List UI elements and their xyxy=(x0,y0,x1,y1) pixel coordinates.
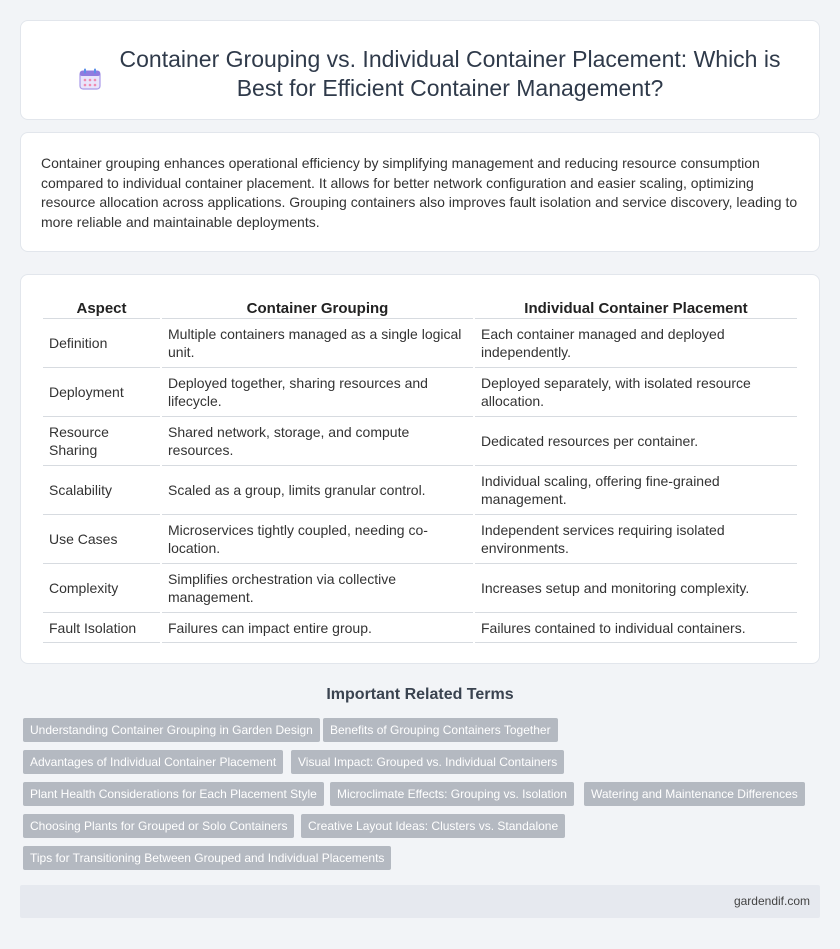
table-cell: Definition xyxy=(43,319,160,368)
calendar-icon xyxy=(79,68,101,90)
related-term-tag[interactable]: Creative Layout Ideas: Clusters vs. Standalone xyxy=(301,814,565,838)
column-header: Container Grouping xyxy=(162,295,473,319)
related-term-tag[interactable]: Benefits of Grouping Containers Together xyxy=(323,718,558,742)
title-card xyxy=(20,20,820,120)
table-cell: Failures contained to individual containers. xyxy=(475,613,797,643)
table-cell: Microservices tightly coupled, needing co-location. xyxy=(162,515,473,564)
table-cell: Complexity xyxy=(43,564,160,613)
table-row xyxy=(43,515,797,564)
footer-site-link[interactable]: gardendif.com xyxy=(733,894,810,908)
page-title: Container Grouping vs. Individual Container Placement: Which is Best for Efficient Container Management? xyxy=(119,46,781,101)
table-cell: Independent services requiring isolated environments. xyxy=(475,515,797,564)
table-cell: Each container managed and deployed independently. xyxy=(475,319,797,368)
table-row xyxy=(43,564,797,613)
intro-card xyxy=(20,132,820,252)
related-term-tag[interactable]: Visual Impact: Grouped vs. Individual Containers xyxy=(291,750,564,774)
related-term-tag[interactable]: Plant Health Considerations for Each Placement Style xyxy=(23,782,324,806)
table-cell: Simplifies orchestration via collective management. xyxy=(162,564,473,613)
table-row xyxy=(43,613,797,643)
related-term-tag[interactable]: Advantages of Individual Container Placement xyxy=(23,750,283,774)
table-row xyxy=(43,368,797,417)
table-header-row xyxy=(43,295,797,319)
footer-bar xyxy=(20,885,820,918)
related-term-tag[interactable]: Choosing Plants for Grouped or Solo Containers xyxy=(23,814,294,838)
related-term-tag[interactable]: Understanding Container Grouping in Garden Design xyxy=(23,718,320,742)
table-cell: Deployed together, sharing resources and lifecycle. xyxy=(162,368,473,417)
table-cell: Increases setup and monitoring complexity. xyxy=(475,564,797,613)
table-cell: Shared network, storage, and compute resources. xyxy=(162,417,473,466)
comparison-table xyxy=(41,295,799,643)
table-row xyxy=(43,417,797,466)
table-row xyxy=(43,466,797,515)
table-row xyxy=(43,319,797,368)
column-header: Aspect xyxy=(43,295,160,319)
related-term-tag[interactable]: Tips for Transitioning Between Grouped and Individual Placements xyxy=(23,846,391,870)
related-terms-heading: Important Related Terms xyxy=(326,686,514,703)
table-cell: Scalability xyxy=(43,466,160,515)
table-cell: Resource Sharing xyxy=(43,417,160,466)
intro-paragraph: Container grouping enhances operational efficiency by simplifying management and reducing resource consumption compared to individual container placement. It allows for better network configuration and easier scaling, optimizing resource allocation across applications. Grouping containers also improves fault isolation and service discovery, leading to more reliable and maintainable deployments. xyxy=(41,155,798,230)
table-cell: Scaled as a group, limits granular control. xyxy=(162,466,473,515)
table-cell: Failures can impact entire group. xyxy=(162,613,473,643)
table-cell: Fault Isolation xyxy=(43,613,160,643)
table-cell: Use Cases xyxy=(43,515,160,564)
table-cell: Individual scaling, offering fine-grained management. xyxy=(475,466,797,515)
table-cell: Dedicated resources per container. xyxy=(475,417,797,466)
table-cell: Multiple containers managed as a single logical unit. xyxy=(162,319,473,368)
table-cell: Deployed separately, with isolated resource allocation. xyxy=(475,368,797,417)
related-term-tag[interactable]: Watering and Maintenance Differences xyxy=(584,782,805,806)
related-term-tag[interactable]: Microclimate Effects: Grouping vs. Isolation xyxy=(330,782,574,806)
table-cell: Deployment xyxy=(43,368,160,417)
comparison-table-card xyxy=(20,274,820,664)
column-header: Individual Container Placement xyxy=(475,295,797,319)
